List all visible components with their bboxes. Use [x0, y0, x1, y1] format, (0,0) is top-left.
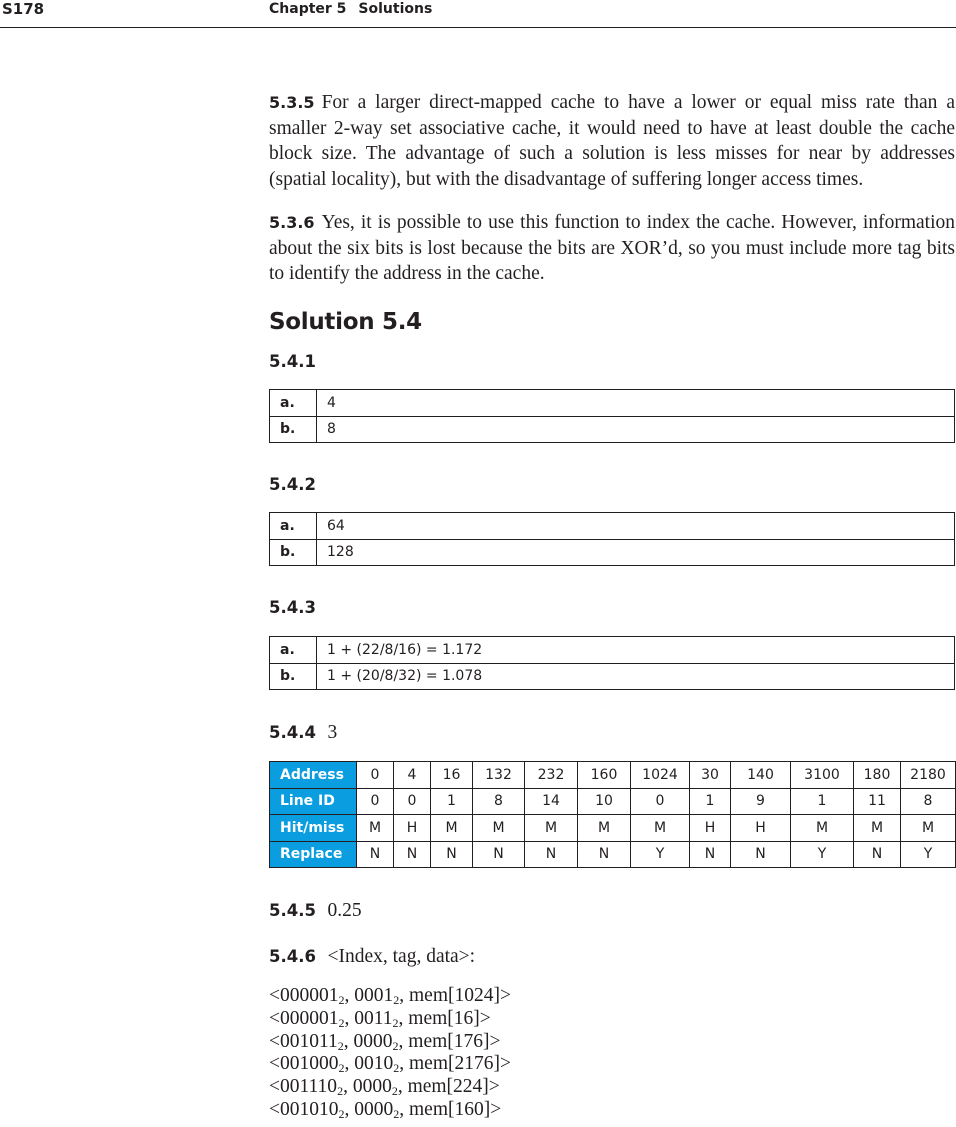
row-key: b. [270, 663, 317, 690]
list-item: $<000001_2$, $0001_2$, mem[1024]> [269, 985, 511, 1007]
table-cell: 1 [791, 788, 854, 815]
table-cell: 1 [431, 788, 473, 815]
table-cell: M [901, 815, 956, 842]
table-cell: N [525, 841, 578, 868]
subsection-5-4-3-title: 5.4.3 [269, 598, 316, 617]
table-cell: 0 [394, 788, 431, 815]
entry-tag: 0000 [352, 1076, 392, 1098]
table-cell: 0 [357, 788, 394, 815]
table-cell: M [357, 815, 394, 842]
cache-entry-list [269, 985, 511, 1122]
entry-data: mem[160] [409, 1098, 491, 1120]
table-cell: Y [631, 841, 690, 868]
table-cell: N [394, 841, 431, 868]
table-cell: 232 [525, 762, 578, 789]
table-cell: M [473, 815, 525, 842]
table-cell: 10 [578, 788, 631, 815]
section-text: Yes, it is possible to use this function to index the cache. However, information about the six bits is lost because the bits are XOR’d, so you must include more tag bits to identify the address in the cache. [269, 212, 955, 285]
solution-title: Solution 5.4 [269, 309, 422, 335]
row-key: a. [270, 637, 317, 664]
table-row [270, 539, 955, 566]
entry-tag: 0010 [354, 1053, 394, 1075]
table-cell: N [357, 841, 394, 868]
row-value: 1 + (20/8/32) = 1.078 [317, 663, 955, 690]
table-cell: M [631, 815, 690, 842]
entry-tag: 0001 [354, 985, 394, 1006]
section-label: 5.3.5 [269, 93, 315, 112]
row-key: b. [270, 539, 317, 566]
row-key: a. [270, 513, 317, 540]
table-cell: N [473, 841, 525, 868]
table-cell: 0 [631, 788, 690, 815]
entry-data: mem[1024] [409, 985, 500, 1006]
section-text: For a larger direct-mapped cache to have a lower or equal miss rate than a smaller 2-way set associative cache, it would need to have at least double the cache block size. The advantage of such a solution is less misses for near by addresses (spatial locality), but with the disadvantage of suffering longer access times. [269, 92, 955, 190]
table-cell: N [431, 841, 473, 868]
table-cell: M [578, 815, 631, 842]
table-cell: H [731, 815, 791, 842]
page-number: S178 [2, 0, 45, 18]
list-item: $<001000_2$, $0010_2$, mem[2176]> [269, 1053, 511, 1076]
table-cell: M [791, 815, 854, 842]
base-subscript: 2 [337, 1038, 344, 1053]
table-row [270, 815, 956, 842]
base-subscript: 2 [338, 1015, 345, 1030]
entry-index: 000001 [280, 1007, 339, 1029]
row-header: Line ID [270, 788, 357, 815]
table-cell: 2180 [901, 762, 956, 789]
row-value: 64 [317, 513, 955, 540]
subsection-5-4-4-title [269, 722, 337, 744]
base-subscript: 2 [393, 1061, 400, 1076]
entry-data: mem[176] [408, 1030, 490, 1052]
list-item: $<001110_2$, $0000_2$, mem[224]> [269, 1076, 500, 1099]
entry-data: mem[224] [407, 1076, 489, 1098]
table-cell: 8 [473, 788, 525, 815]
table-cell: 11 [854, 788, 901, 815]
table-cell: N [690, 841, 731, 868]
chapter-label: Chapter 5 [269, 1, 347, 17]
row-key: b. [270, 416, 317, 443]
row-header: Replace [270, 841, 357, 868]
answer-table-5-4-2 [269, 512, 955, 566]
cache-trace-table [269, 761, 956, 868]
row-value: 1 + (22/8/16) = 1.172 [317, 637, 955, 664]
list-item: $<001011_2$, $0000_2$, mem[176]> [269, 1030, 501, 1053]
table-cell: 132 [473, 762, 525, 789]
table-row [270, 762, 956, 789]
table-cell: Y [791, 841, 854, 868]
base-subscript: 2 [338, 1061, 345, 1076]
section-5-3-6 [269, 210, 955, 287]
table-cell: 1 [690, 788, 731, 815]
table-cell: M [525, 815, 578, 842]
table-row [270, 637, 955, 664]
base-subscript: 2 [393, 1106, 400, 1121]
table-cell: 180 [854, 762, 901, 789]
base-subscript: 2 [338, 993, 345, 1007]
subsection-5-4-1-title: 5.4.1 [269, 352, 316, 371]
base-subscript: 2 [337, 1084, 344, 1099]
table-row [270, 390, 955, 417]
table-cell: 4 [394, 762, 431, 789]
entry-index: 001000 [280, 1053, 339, 1075]
row-header: Address [270, 762, 357, 789]
table-row [270, 416, 955, 443]
row-key: a. [270, 390, 317, 417]
table-cell: 16 [431, 762, 473, 789]
table-cell: H [690, 815, 731, 842]
section-answer: 0.25 [327, 900, 362, 921]
subsection-5-4-2-title: 5.4.2 [269, 475, 316, 494]
table-cell: N [731, 841, 791, 868]
table-row [270, 663, 955, 690]
section-label: 5.4.5 [269, 901, 316, 920]
table-cell: 0 [357, 762, 394, 789]
section-label: Solutions [358, 1, 433, 17]
table-cell: 8 [901, 788, 956, 815]
base-subscript: 2 [391, 1084, 398, 1099]
list-item: $<000001_2$, $0011_2$, mem[16]> [269, 1007, 491, 1030]
row-value: 8 [317, 416, 955, 443]
answer-table-5-4-1 [269, 389, 955, 443]
table-cell: 14 [525, 788, 578, 815]
table-row [270, 513, 955, 540]
section-5-3-5 [269, 90, 955, 192]
entry-index: 001110 [280, 1076, 338, 1098]
entry-tag: 0000 [354, 1098, 394, 1120]
row-value: 4 [317, 390, 955, 417]
base-subscript: 2 [392, 1038, 399, 1053]
entry-tag: 0000 [353, 1030, 393, 1052]
section-label: 5.4.6 [269, 947, 316, 966]
page-header [0, 0, 956, 28]
entry-data: mem[16] [408, 1007, 480, 1029]
base-subscript: 2 [338, 1106, 345, 1121]
base-subscript: 2 [393, 993, 400, 1007]
section-label: 5.4.4 [269, 723, 316, 742]
subsection-5-4-6-title [269, 946, 475, 968]
table-row [270, 788, 956, 815]
entry-data: mem[2176] [409, 1053, 500, 1075]
table-cell: M [854, 815, 901, 842]
answer-table-5-4-3 [269, 636, 955, 690]
table-cell: 140 [731, 762, 791, 789]
entry-index: 001010 [280, 1098, 339, 1120]
table-cell: 1024 [631, 762, 690, 789]
table-cell: H [394, 815, 431, 842]
section-label: 5.3.6 [269, 213, 315, 232]
table-cell: Y [901, 841, 956, 868]
table-cell: 160 [578, 762, 631, 789]
base-subscript: 2 [392, 1015, 399, 1030]
entry-tag: 0011 [354, 1007, 393, 1029]
table-cell: N [854, 841, 901, 868]
row-header: Hit/miss [270, 815, 357, 842]
entry-index: 001011 [280, 1030, 338, 1052]
table-cell: 9 [731, 788, 791, 815]
subsection-5-4-5-title [269, 900, 362, 922]
table-cell: M [431, 815, 473, 842]
section-answer: 3 [327, 722, 338, 743]
table-cell: 30 [690, 762, 731, 789]
section-intro: <Index, tag, data>: [327, 946, 476, 967]
table-cell: 3100 [791, 762, 854, 789]
row-value: 128 [317, 539, 955, 566]
entry-index: 000001 [280, 985, 339, 1006]
list-item: $<001010_2$, $0000_2$, mem[160]> [269, 1098, 502, 1121]
running-head [269, 1, 432, 17]
table-row [270, 841, 956, 868]
table-cell: N [578, 841, 631, 868]
